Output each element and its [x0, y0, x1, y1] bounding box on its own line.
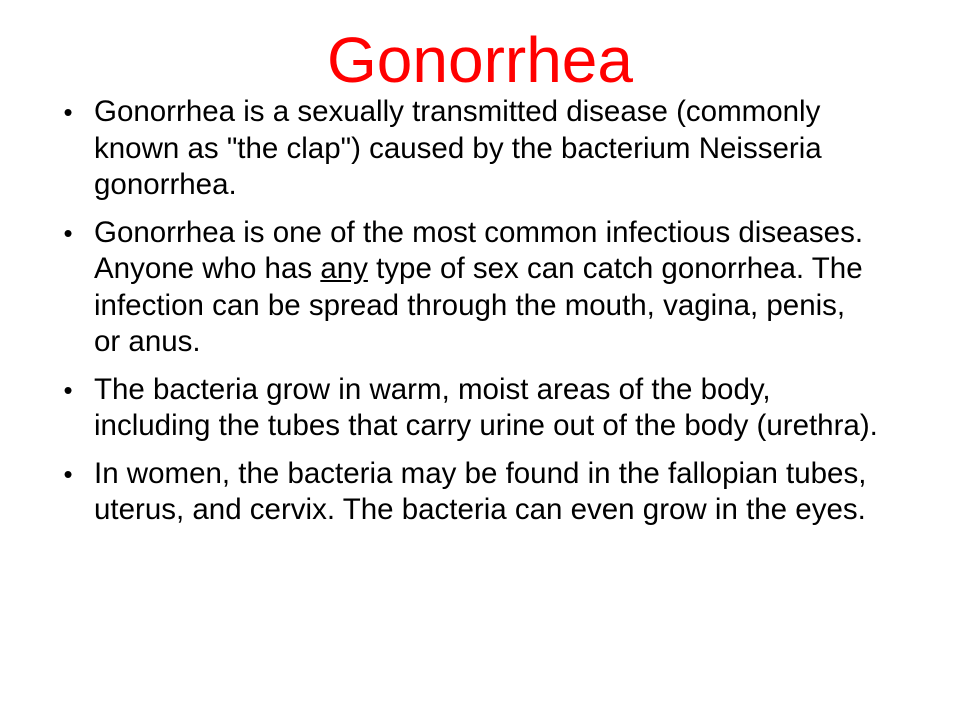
- bullet-list: [58, 94, 878, 540]
- underlined-word: any: [320, 252, 368, 285]
- bullet-item: [58, 215, 878, 361]
- bullet-item: [58, 456, 878, 529]
- bullet-item: [58, 94, 878, 204]
- bullet-icon: •: [63, 97, 73, 127]
- bullet-text: In women, the bacteria may be found in the fallopian tubes, uterus, and cervix. The bacteria can even grow in the eyes.: [94, 456, 867, 526]
- slide-title: Gonorrhea: [327, 24, 633, 96]
- bullet-text: [94, 216, 863, 359]
- bullet-item: [58, 372, 878, 445]
- bullet-icon: •: [63, 217, 73, 248]
- bullet-text-after: type of sex can catch gonorrhea. The infection can be spread through the mouth, vagina, penis, or anus.: [94, 252, 863, 358]
- bullet-text: Gonorrhea is a sexually transmitted disease (commonly known as "the clap") caused by the bacterium Neisseria gonorrhea.: [94, 95, 822, 201]
- bullet-text-before: Gonorrhea is one of the most common infectious diseases. Anyone who has: [94, 215, 864, 285]
- bullet-text: The bacteria grow in warm, moist areas of the body, including the tubes that carry urine out of the body (urethra).: [94, 372, 878, 442]
- bullet-icon: •: [63, 458, 73, 489]
- bullet-icon: •: [63, 374, 73, 405]
